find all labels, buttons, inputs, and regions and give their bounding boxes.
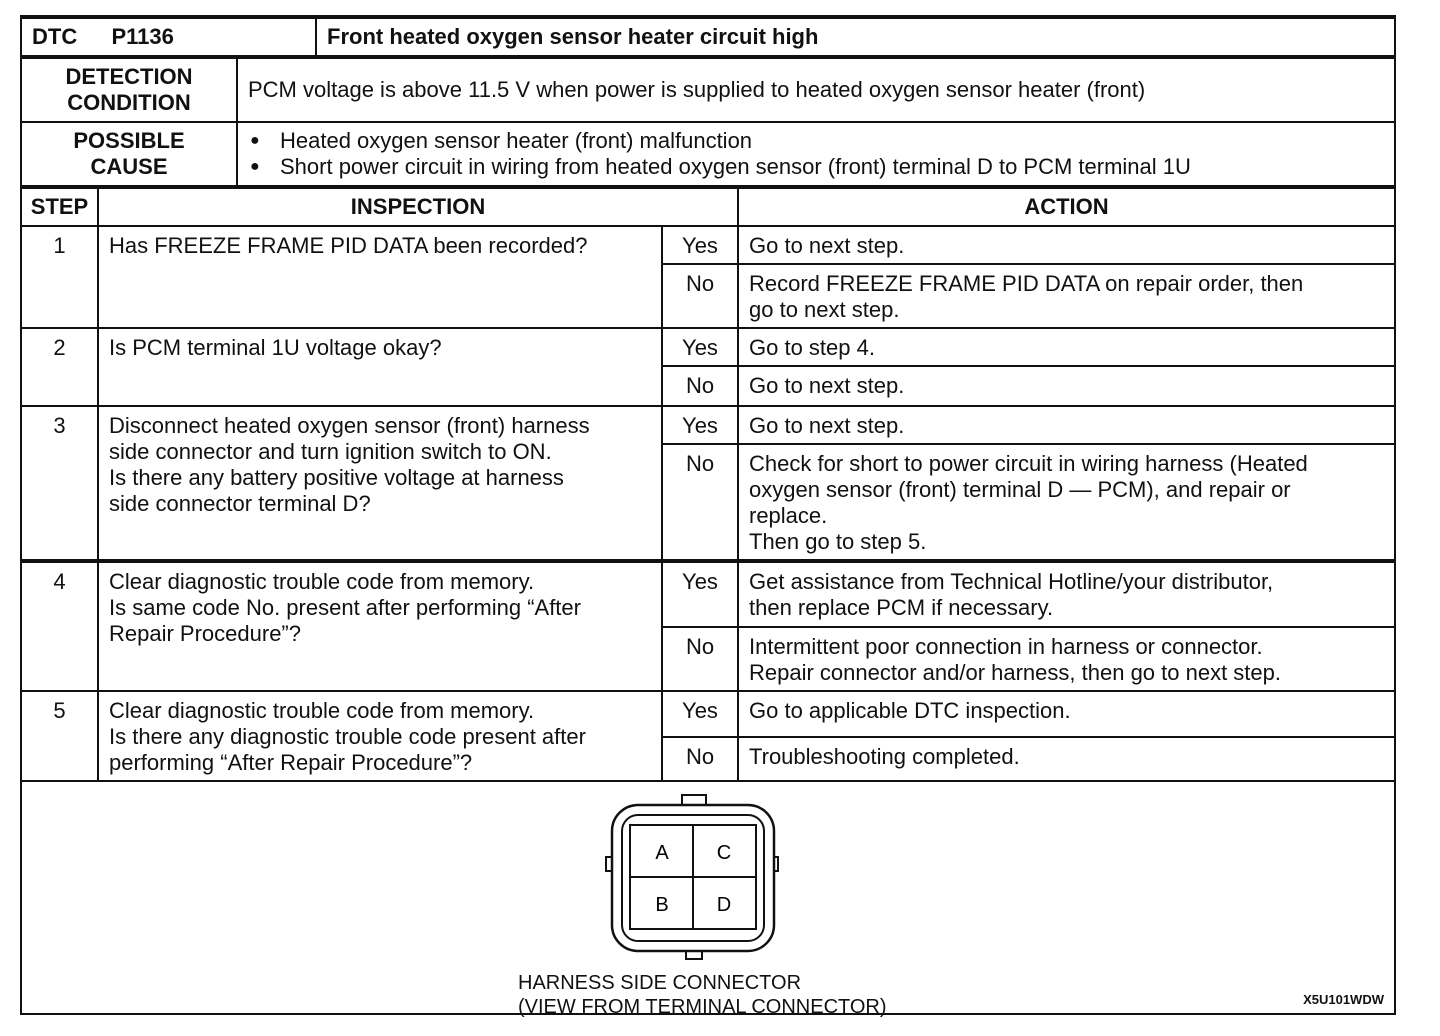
inspection-line: side connector terminal D? (109, 491, 371, 516)
condition-table (22, 57, 1394, 187)
step-number: 5 (22, 691, 98, 781)
dtc-label: DTC (32, 24, 78, 49)
inspection-line: Clear diagnostic trouble code from memory. (109, 569, 535, 594)
connector-figure (22, 779, 1394, 1018)
detection-label-line2: CONDITION (67, 90, 191, 115)
no-action (738, 264, 1394, 328)
yes-action (738, 226, 1394, 264)
action-line: go to next step. (749, 297, 900, 322)
step-number: 1 (22, 226, 98, 328)
connector-caption-line1: HARNESS SIDE CONNECTOR (518, 972, 802, 994)
detection-label-line1: DETECTION (65, 64, 193, 89)
inspection-line: Has FREEZE FRAME PID DATA been recorded? (109, 233, 588, 258)
yes-label: Yes (662, 561, 738, 627)
steps-table (22, 187, 1394, 782)
connector-caption-line2: (VIEW FROM TERMINAL CONNECTOR) (518, 996, 887, 1018)
action-line: Then go to step 5. (749, 529, 927, 554)
action-line: Go to step 4. (749, 335, 875, 360)
terminal-label: D (716, 894, 732, 916)
step-inspection (98, 226, 662, 328)
col-action: ACTION (738, 188, 1394, 226)
step-number: 4 (22, 561, 98, 691)
yes-label: Yes (662, 226, 738, 264)
inspection-line: Repair Procedure”? (109, 621, 301, 646)
detection-label (22, 58, 237, 122)
yes-action (738, 561, 1394, 627)
cause-item: ● Heated oxygen sensor heater (front) malfunction (248, 128, 1384, 154)
cause-item: ● Short power circuit in wiring from heated oxygen sensor (front) terminal D to PCM terminal 1U (248, 154, 1384, 180)
dtc-title: Front heated oxygen sensor heater circuit high (316, 18, 1394, 56)
dtc-sheet (20, 15, 1396, 1018)
action-line: Troubleshooting completed. (749, 744, 1020, 769)
inspection-line: Is there any diagnostic trouble code present after (109, 724, 586, 749)
detection-text: PCM voltage is above 11.5 V when power is supplied to heated oxygen sensor heater (front) (237, 58, 1394, 122)
yes-action (738, 406, 1394, 444)
yes-action (738, 328, 1394, 366)
possible-cause-label-line2: CAUSE (90, 154, 168, 179)
inspection-line: Is PCM terminal 1U voltage okay? (109, 335, 442, 360)
action-line: Go to next step. (749, 373, 905, 398)
action-line: Go to applicable DTC inspection. (749, 698, 1071, 723)
inspection-line: Is there any battery positive voltage at harness (109, 465, 564, 490)
header-table (22, 17, 1394, 57)
inspection-line: performing “After Repair Procedure”? (109, 750, 473, 775)
no-label: No (662, 264, 738, 328)
no-label: No (662, 627, 738, 691)
terminal-label: C (716, 842, 732, 864)
action-line: Go to next step. (749, 413, 905, 438)
no-label: No (662, 737, 738, 781)
yes-label: Yes (662, 328, 738, 366)
action-line: replace. (749, 503, 828, 528)
step-number: 2 (22, 328, 98, 406)
action-line: Check for short to power circuit in wiring harness (Heated (749, 451, 1308, 476)
action-line: oxygen sensor (front) terminal D — PCM), and repair or (749, 477, 1291, 502)
step-inspection (98, 561, 662, 691)
possible-cause-list (237, 122, 1394, 186)
terminal-label: B (655, 894, 669, 916)
possible-cause-label (22, 122, 237, 186)
step-inspection (98, 406, 662, 561)
inspection-line: Is same code No. present after performing “After (109, 595, 581, 620)
yes-action (738, 691, 1394, 737)
yes-label: Yes (662, 406, 738, 444)
no-label: No (662, 366, 738, 406)
action-line: Record FREEZE FRAME PID DATA on repair order, then (749, 271, 1304, 296)
inspection-line: Clear diagnostic trouble code from memory. (109, 698, 535, 723)
no-action (738, 366, 1394, 406)
terminal-label: A (655, 842, 669, 864)
action-line: Get assistance from Technical Hotline/your distributor, (749, 569, 1274, 594)
action-line: Intermittent poor connection in harness or connector. (749, 634, 1263, 659)
inspection-line: side connector and turn ignition switch to ON. (109, 439, 552, 464)
dtc-code: P1136 (111, 24, 174, 49)
harness-connector-diagram (604, 793, 784, 965)
no-action (738, 627, 1394, 691)
no-action (738, 444, 1394, 561)
possible-cause-label-line1: POSSIBLE (73, 128, 185, 153)
no-action (738, 737, 1394, 781)
step-inspection (98, 328, 662, 406)
action-line: Repair connector and/or harness, then go to next step. (749, 660, 1281, 685)
col-step: STEP (22, 188, 98, 226)
action-line: then replace PCM if necessary. (749, 595, 1054, 620)
yes-label: Yes (662, 691, 738, 737)
step-inspection (98, 691, 662, 781)
inspection-line: Disconnect heated oxygen sensor (front) harness (109, 413, 590, 438)
action-line: Go to next step. (749, 233, 905, 258)
col-inspection: INSPECTION (98, 188, 738, 226)
dtc-cell (22, 18, 316, 56)
no-label: No (662, 444, 738, 561)
figure-code: X5U101WDW (1303, 992, 1384, 1007)
step-number: 3 (22, 406, 98, 561)
